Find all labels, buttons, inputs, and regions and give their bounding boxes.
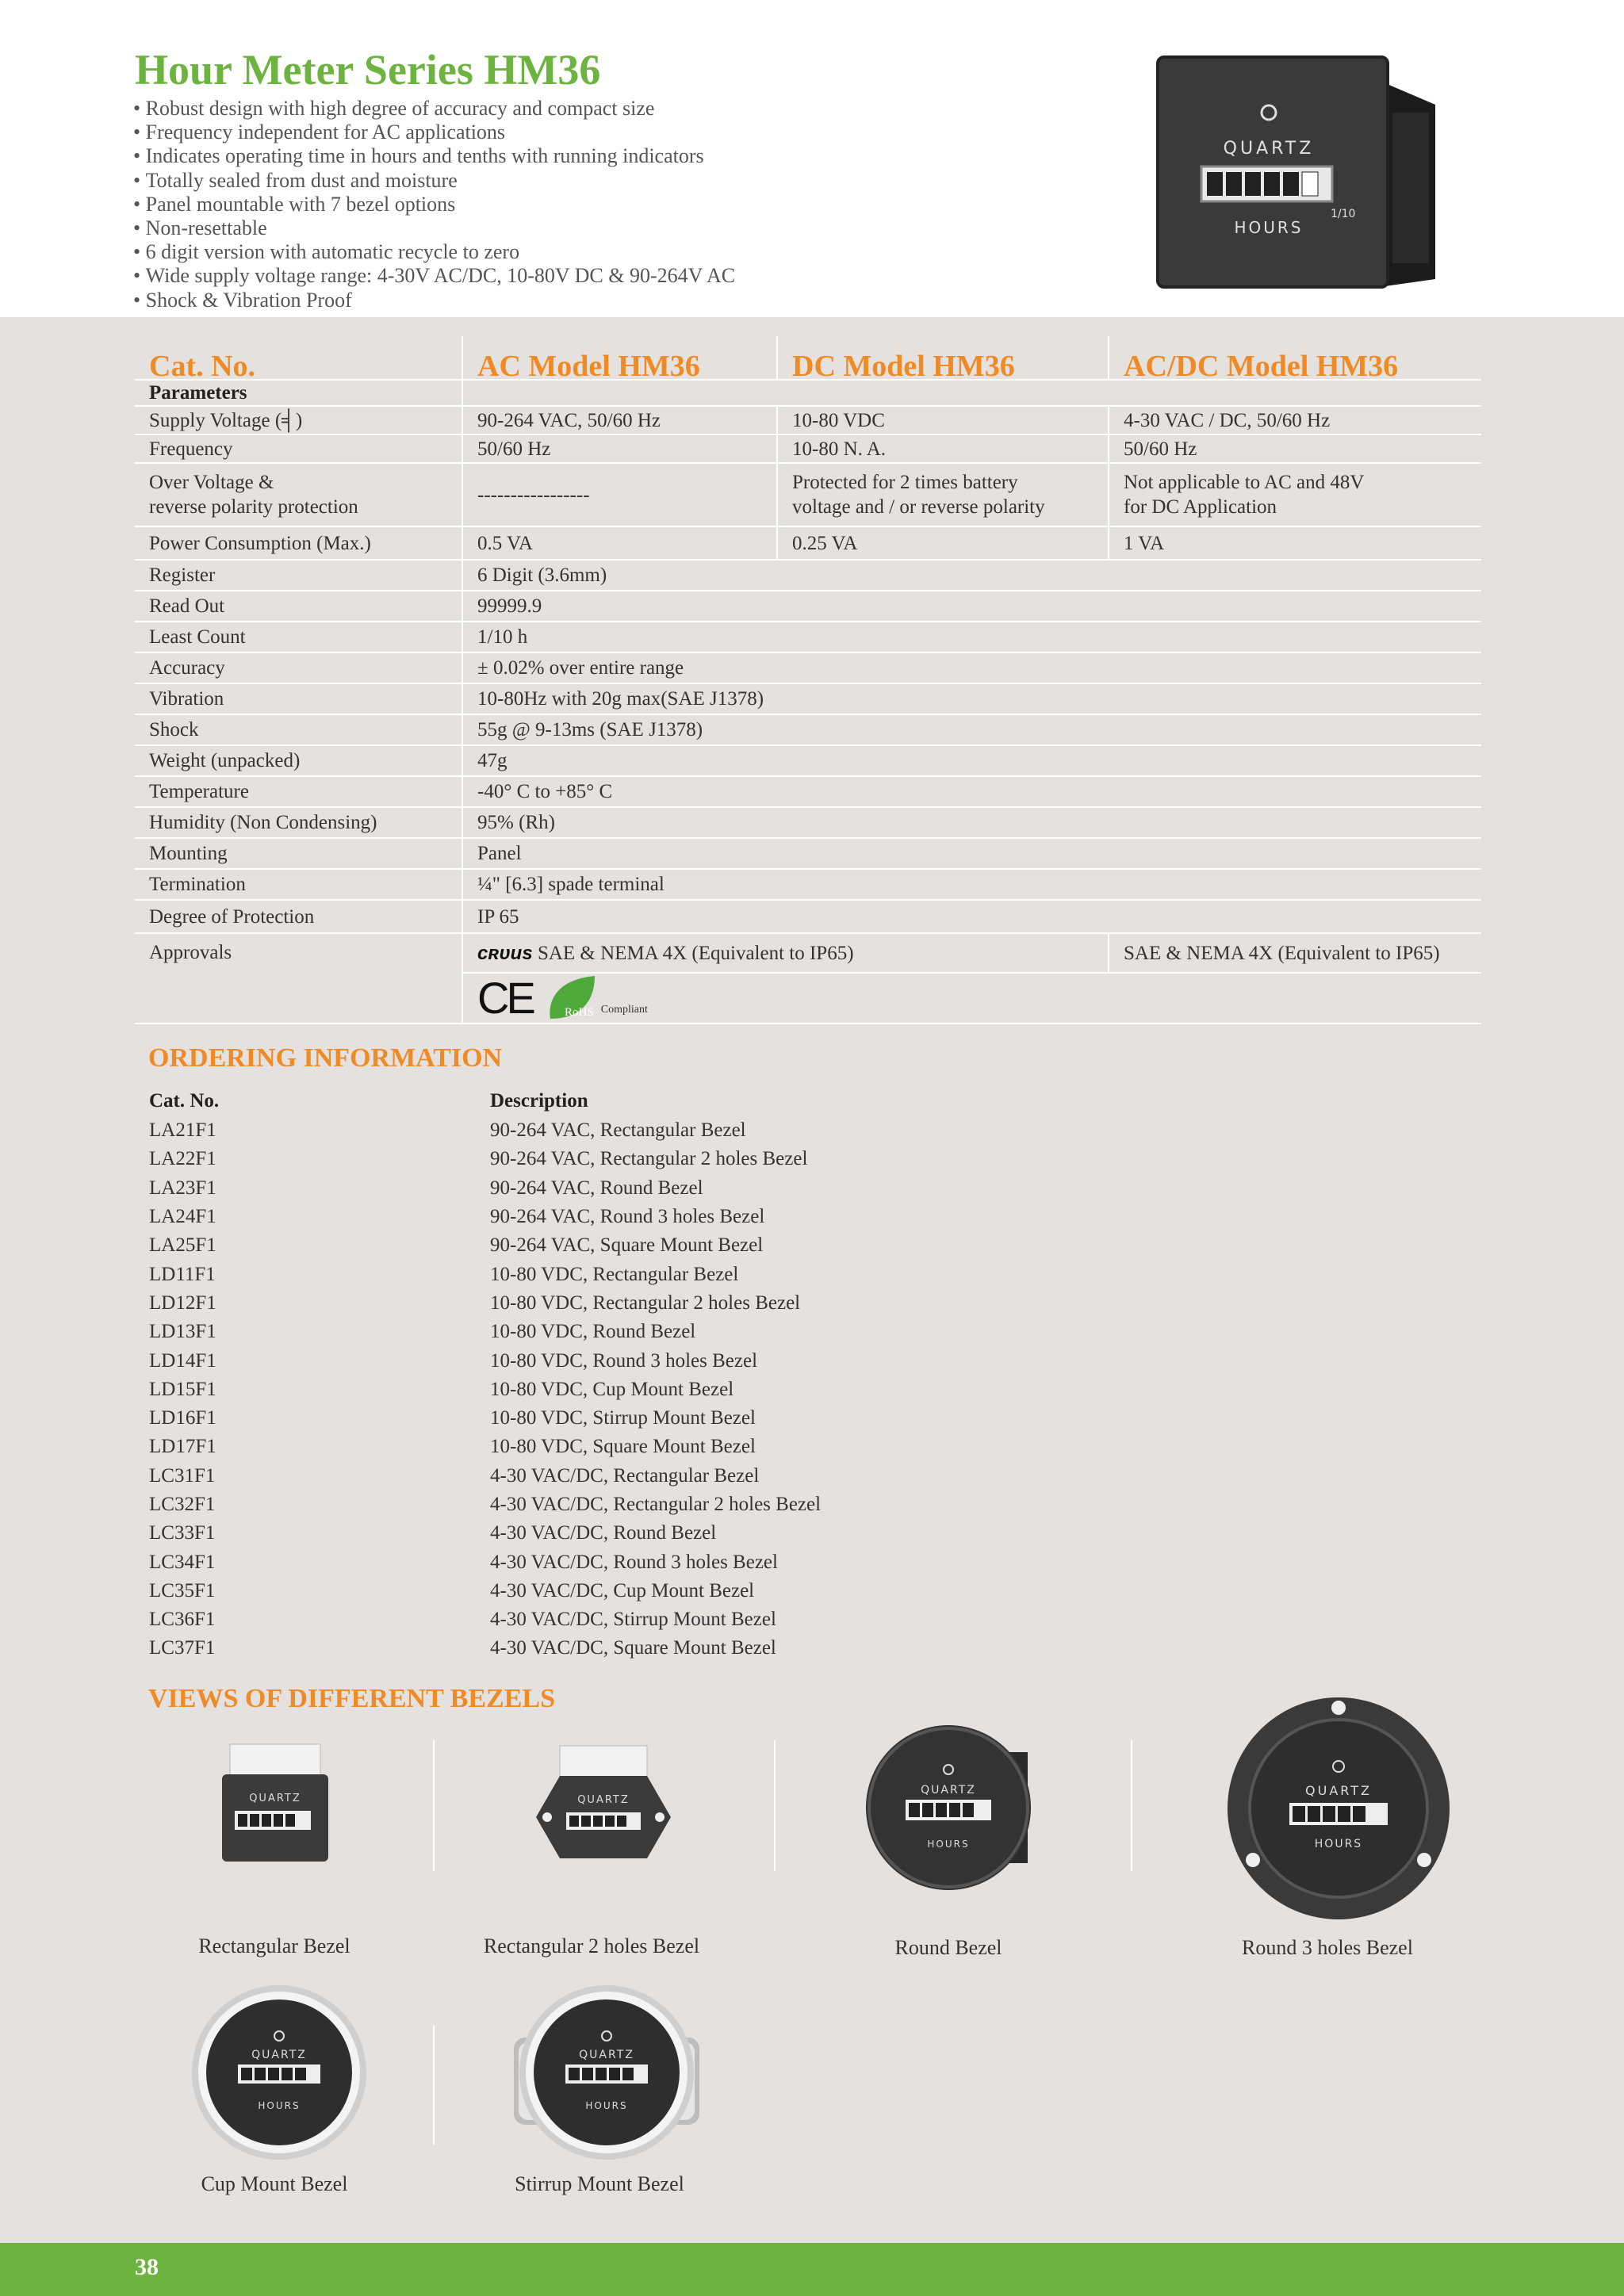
spec-row [135, 560, 1481, 591]
cat-no: LC32F1 [149, 1494, 216, 1515]
table-row [135, 1605, 1031, 1634]
divider [774, 1740, 776, 1871]
table-row [135, 1404, 1031, 1433]
bezel-caption: Rectangular Bezel [198, 1934, 350, 1957]
page-title: Hour Meter Series HM36 [135, 46, 601, 94]
divider [433, 2026, 435, 2145]
cell-dc: 10-80 VDC [777, 406, 1109, 434]
cat-no: LD14F1 [149, 1349, 216, 1372]
description: 10-80 VDC, Rectangular 2 holes Bezel [490, 1292, 801, 1314]
divider [433, 1740, 435, 1871]
feature-item: • Panel mountable with 7 bezel options [133, 193, 735, 216]
cell-dc: 10-80 N. A. [777, 434, 1109, 463]
cat-no: LA25F1 [149, 1234, 216, 1257]
description: 4-30 VAC/DC, Round Bezel [490, 1522, 717, 1544]
rectangular-2-holes-bezel-photo [520, 1738, 687, 1873]
spec-row [135, 714, 1481, 745]
meter-unit-text: HOURS [1314, 1838, 1363, 1850]
ordering-col-cat: Cat. No. [149, 1090, 220, 1112]
divider [1131, 1740, 1132, 1871]
cell-ac: 90-264 VAC, 50/60 Hz [462, 406, 777, 434]
spec-row [135, 652, 1481, 683]
cat-no: LC36F1 [149, 1609, 216, 1631]
spec-row [135, 406, 1481, 434]
table-row [135, 1260, 1031, 1288]
meter-brand-text: QUARTZ [577, 1794, 630, 1806]
meter-brand-text: QUARTZ [579, 2049, 634, 2061]
meter-brand-text: QUARTZ [1305, 1783, 1372, 1798]
bezel-caption: Round 3 holes Bezel [1242, 1936, 1413, 1959]
spec-row [135, 807, 1481, 838]
header-cat-no: Cat. No. [135, 336, 462, 380]
description: 90-264 VAC, Round Bezel [490, 1177, 703, 1199]
description: 4-30 VAC/DC, Rectangular Bezel [490, 1464, 760, 1487]
bezel-caption: Rectangular 2 holes Bezel [483, 1934, 700, 1957]
spec-row [135, 434, 1481, 463]
approvals-row [135, 933, 1481, 973]
ul-mark-icon: cʀᴜus [477, 942, 533, 964]
spec-table [135, 336, 1481, 1024]
cell-dc: 0.25 VA [777, 526, 1109, 560]
spec-header-row [135, 336, 1481, 380]
row-label: Least Count [135, 622, 462, 652]
cat-no: LA21F1 [149, 1119, 216, 1142]
footer-bar [0, 2243, 1624, 2296]
spec-row [135, 683, 1481, 714]
row-value: 1/10 h [462, 622, 1481, 652]
table-row [135, 1490, 1031, 1519]
cell-acdc: for DC Application [1124, 496, 1277, 518]
table-row [135, 1318, 1031, 1346]
spec-row [135, 869, 1481, 900]
description: 4-30 VAC/DC, Round 3 holes Bezel [490, 1551, 778, 1573]
cat-no: LC33F1 [149, 1522, 216, 1544]
row-value: 47g [462, 745, 1481, 776]
row-label: Mounting [135, 838, 462, 869]
description: 4-30 VAC/DC, Rectangular 2 holes Bezel [490, 1494, 822, 1515]
rectangular-bezel-photo [208, 1738, 343, 1873]
spec-row [135, 776, 1481, 807]
table-row [135, 1231, 1031, 1260]
meter-brand-text: QUARTZ [249, 1793, 301, 1804]
row-value: 6 Digit (3.6mm) [462, 560, 1481, 591]
page-number: 38 [135, 2254, 159, 2280]
cat-no: LC31F1 [149, 1464, 216, 1487]
meter-unit-text: HOURS [1234, 218, 1304, 237]
bezel-caption: Stirrup Mount Bezel [515, 2172, 684, 2195]
description: 90-264 VAC, Rectangular Bezel [490, 1119, 746, 1142]
row-value: 55g @ 9-13ms (SAE J1378) [462, 714, 1481, 745]
row-label: Accuracy [135, 652, 462, 683]
cat-no: LC34F1 [149, 1551, 216, 1573]
description: 10-80 VDC, Cup Mount Bezel [490, 1378, 734, 1400]
table-row [135, 1634, 1031, 1663]
feature-item: • Shock & Vibration Proof [133, 289, 735, 312]
row-label: Approvals [135, 933, 462, 1024]
cat-no: LA23F1 [149, 1177, 216, 1199]
table-row [135, 1174, 1031, 1203]
table-row [135, 1346, 1031, 1375]
bezels-heading: VIEWS OF DIFFERENT BEZELS [148, 1684, 555, 1713]
bezel-caption: Cup Mount Bezel [201, 2172, 348, 2195]
cat-no: LD12F1 [149, 1292, 216, 1314]
round-3-holes-bezel-photo [1221, 1693, 1456, 1923]
spec-row [135, 745, 1481, 776]
spec-row [135, 591, 1481, 622]
ordering-table [135, 1086, 1031, 1663]
cat-no: LD11F1 [149, 1263, 216, 1285]
spec-row [135, 838, 1481, 869]
feature-item: • Robust design with high degree of accuracy and compact size [133, 97, 735, 121]
description: 10-80 VDC, Round 3 holes Bezel [490, 1349, 758, 1372]
feature-list [133, 97, 735, 312]
row-value: -40° C to +85° C [462, 776, 1481, 807]
description: 10-80 VDC, Stirrup Mount Bezel [490, 1407, 756, 1429]
cat-no: LC35F1 [149, 1579, 216, 1601]
cup-mount-bezel-photo [189, 1982, 370, 2163]
row-value: ¼" [6.3] spade terminal [462, 869, 1481, 900]
stirrup-mount-bezel-photo [508, 1982, 706, 2164]
feature-item: • Indicates operating time in hours and tenths with running indicators [133, 144, 735, 168]
table-row [135, 1577, 1031, 1605]
table-row [135, 1116, 1031, 1145]
row-value: 95% (Rh) [462, 807, 1481, 838]
description: 4-30 VAC/DC, Square Mount Bezel [490, 1637, 776, 1659]
cat-no: LD13F1 [149, 1321, 216, 1343]
feature-item: • Totally sealed from dust and moisture [133, 169, 735, 193]
row-label: Power Consumption (Max.) [135, 526, 462, 560]
rohs-leaf-icon [546, 974, 599, 1022]
spec-row [135, 463, 1481, 526]
row-value: 99999.9 [462, 591, 1481, 622]
row-label: Degree of Protection [135, 900, 462, 933]
cell-dc: voltage and / or reverse polarity [792, 496, 1045, 518]
cell-ac: ----------------- [462, 463, 777, 526]
round-bezel-photo [861, 1720, 1044, 1895]
spec-row [135, 622, 1481, 652]
description: 4-30 VAC/DC, Cup Mount Bezel [490, 1579, 755, 1601]
row-value: IP 65 [462, 900, 1481, 933]
description: 10-80 VDC, Rectangular Bezel [490, 1263, 739, 1285]
row-label: Vibration [135, 683, 462, 714]
cat-no: LD17F1 [149, 1436, 216, 1458]
approval-right: SAE & NEMA 4X (Equivalent to IP65) [1109, 933, 1481, 973]
meter-brand-text: QUARTZ [1223, 139, 1315, 159]
header-dc-model: DC Model HM36 [777, 336, 1109, 380]
row-label: Humidity (Non Condensing) [135, 807, 462, 838]
spec-row [135, 900, 1481, 933]
product-photo [1142, 49, 1459, 311]
description: 4-30 VAC/DC, Stirrup Mount Bezel [490, 1609, 776, 1631]
header-acdc-model: AC/DC Model HM36 [1109, 336, 1481, 380]
cat-no: LA22F1 [149, 1148, 216, 1170]
description: 10-80 VDC, Square Mount Bezel [490, 1436, 756, 1458]
cell-acdc: 50/60 Hz [1109, 434, 1481, 463]
table-row [135, 1462, 1031, 1490]
feature-item: • 6 digit version with automatic recycle to zero [133, 240, 735, 264]
row-label: Over Voltage & [149, 472, 274, 493]
cat-no: LA24F1 [149, 1206, 216, 1228]
description: 10-80 VDC, Round Bezel [490, 1321, 696, 1343]
description: 90-264 VAC, Rectangular 2 holes Bezel [490, 1148, 808, 1170]
row-value: ± 0.02% over entire range [462, 652, 1481, 683]
bezel-caption: Round Bezel [894, 1936, 1002, 1959]
feature-item: • Frequency independent for AC applications [133, 121, 735, 144]
meter-tenths-text: 1/10 [1331, 208, 1356, 220]
row-label: reverse polarity protection [149, 496, 358, 518]
meter-brand-text: QUARTZ [921, 1784, 976, 1797]
table-row [135, 1203, 1031, 1231]
rohs-label: RoHS [564, 1006, 594, 1019]
cat-no: LD16F1 [149, 1407, 216, 1429]
row-label: Temperature [135, 776, 462, 807]
row-label: Read Out [135, 591, 462, 622]
ordering-header-row [135, 1086, 1031, 1116]
parameters-row [135, 380, 1481, 406]
row-label: Supply Voltage (╡) [135, 406, 462, 434]
description: 90-264 VAC, Square Mount Bezel [490, 1234, 764, 1257]
cell-ac: 0.5 VA [462, 526, 777, 560]
cell-ac: 50/60 Hz [462, 434, 777, 463]
approval-left: SAE & NEMA 4X (Equivalent to IP65) [537, 942, 854, 964]
meter-unit-text: HOURS [585, 2100, 628, 2111]
cell-acdc: 4-30 VAC / DC, 50/60 Hz [1109, 406, 1481, 434]
table-row [135, 1519, 1031, 1548]
ordering-heading: ORDERING INFORMATION [148, 1043, 503, 1073]
row-label: Register [135, 560, 462, 591]
row-value: 10-80Hz with 20g max(SAE J1378) [462, 683, 1481, 714]
row-label: Termination [135, 869, 462, 900]
ordering-col-desc: Description [490, 1090, 588, 1112]
cell-acdc: Not applicable to AC and 48V [1124, 472, 1365, 493]
row-value: Panel [462, 838, 1481, 869]
description: 90-264 VAC, Round 3 holes Bezel [490, 1206, 765, 1228]
row-label: Frequency [135, 434, 462, 463]
meter-unit-text: HOURS [927, 1839, 970, 1850]
table-row [135, 1145, 1031, 1173]
compliant-label: Compliant [600, 1003, 648, 1016]
feature-item: • Wide supply voltage range: 4-30V AC/DC, 10-80V DC & 90-264V AC [133, 264, 735, 288]
ce-mark-icon: CE [477, 973, 533, 1023]
meter-brand-text: QUARTZ [251, 2049, 307, 2061]
feature-item: • Non-resettable [133, 216, 735, 240]
meter-unit-text: HOURS [258, 2100, 301, 2111]
cat-no: LD15F1 [149, 1378, 216, 1400]
table-row [135, 1376, 1031, 1404]
cat-no: LC37F1 [149, 1637, 216, 1659]
row-label: Shock [135, 714, 462, 745]
header-ac-model: AC Model HM36 [462, 336, 777, 380]
cell-acdc: 1 VA [1109, 526, 1481, 560]
table-row [135, 1289, 1031, 1318]
spec-row [135, 526, 1481, 560]
row-label: Weight (unpacked) [135, 745, 462, 776]
table-row [135, 1433, 1031, 1461]
cell-dc: Protected for 2 times battery [792, 472, 1018, 493]
table-row [135, 1548, 1031, 1576]
parameters-label: Parameters [135, 380, 462, 406]
